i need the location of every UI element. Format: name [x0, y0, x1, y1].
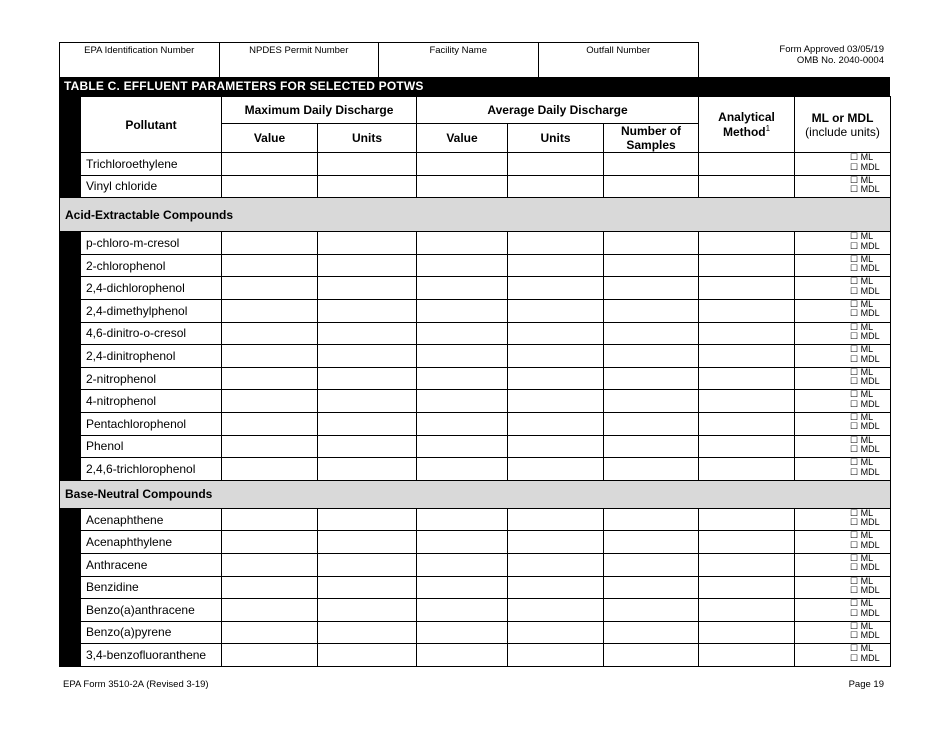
- analytical-method-header: [699, 97, 795, 153]
- pollutant-name: Benzo(a)pyrene: [81, 621, 222, 644]
- avg-units-cell[interactable]: [508, 299, 604, 322]
- ml-mdl-cell: [795, 621, 891, 644]
- max-units-cell[interactable]: [318, 576, 417, 599]
- mdl-checkbox[interactable]: ☐ MDL: [850, 585, 880, 595]
- ml-checkbox[interactable]: ☐ ML: [850, 298, 874, 309]
- identification-header: [59, 42, 699, 77]
- mdl-checkbox[interactable]: ☐ MDL: [850, 184, 880, 195]
- num-samples-cell[interactable]: [604, 390, 699, 413]
- max-daily-header: Maximum Daily Discharge: [222, 97, 417, 124]
- avg-units-cell[interactable]: [508, 367, 604, 390]
- avg-units-cell[interactable]: [508, 458, 604, 481]
- avg-value-cell[interactable]: [417, 345, 508, 368]
- row-marker: [60, 153, 81, 176]
- avg-value-cell[interactable]: [417, 458, 508, 481]
- ml-mdl-cell: [795, 412, 891, 435]
- ml-checkbox[interactable]: ☐ ML: [850, 344, 874, 355]
- form-number: EPA Form 3510-2A (Revised 3-19): [63, 679, 209, 690]
- max-value-cell[interactable]: [222, 254, 318, 277]
- table-row: [60, 367, 891, 390]
- max-value-cell[interactable]: [222, 299, 318, 322]
- analytical-method-cell[interactable]: [699, 435, 795, 458]
- ml-mdl-cell: [795, 508, 891, 531]
- analytical-method-cell[interactable]: [699, 644, 795, 667]
- avg-units-cell[interactable]: [508, 153, 604, 176]
- max-value-cell[interactable]: [222, 390, 318, 413]
- table-row: [60, 345, 891, 368]
- avg-value-cell[interactable]: [417, 599, 508, 622]
- analytical-method-cell[interactable]: [699, 576, 795, 599]
- num-samples-header: Number of Samples: [604, 124, 699, 153]
- max-units-cell[interactable]: [318, 621, 417, 644]
- max-units-cell[interactable]: [318, 345, 417, 368]
- ml-checkbox[interactable]: ☐ ML: [850, 530, 874, 541]
- max-value-cell[interactable]: [222, 553, 318, 576]
- mdl-checkbox[interactable]: ☐ MDL: [850, 263, 880, 274]
- table-row: [60, 322, 891, 345]
- avg-value-cell[interactable]: [417, 531, 508, 554]
- mdl-checkbox[interactable]: ☐ MDL: [850, 376, 880, 387]
- ml-mdl-cell: [795, 644, 891, 667]
- row-marker: [60, 254, 81, 277]
- max-units-cell[interactable]: [318, 508, 417, 531]
- ml-mdl-cell: [795, 322, 891, 345]
- ml-checkbox[interactable]: ☐ ML: [850, 321, 874, 332]
- page-number: Page 19: [848, 679, 884, 690]
- avg-value-cell[interactable]: [417, 153, 508, 176]
- max-value-cell[interactable]: [222, 322, 318, 345]
- row-marker: [60, 277, 81, 300]
- ml-mdl-cell: [795, 277, 891, 300]
- avg-value-cell[interactable]: [417, 553, 508, 576]
- pollutant-name: 4,6-dinitro-o-cresol: [81, 322, 222, 345]
- avg-daily-header: Average Daily Discharge: [417, 97, 699, 124]
- avg-value-cell[interactable]: [417, 621, 508, 644]
- max-value-cell[interactable]: [222, 576, 318, 599]
- table-row: [60, 531, 891, 554]
- avg-value-cell[interactable]: [417, 435, 508, 458]
- mdl-checkbox[interactable]: ☐ MDL: [850, 398, 880, 409]
- row-marker: [60, 299, 81, 322]
- max-value-cell[interactable]: [222, 644, 318, 667]
- ml-checkbox[interactable]: ☐ ML: [850, 253, 874, 264]
- ml-mdl-cell: [795, 175, 891, 198]
- max-value-cell[interactable]: [222, 277, 318, 300]
- max-units-cell[interactable]: [318, 232, 417, 255]
- avg-units-cell[interactable]: [508, 599, 604, 622]
- ml-mdl-cell: [795, 299, 891, 322]
- ml-mdl-label: ML or MDL: [811, 110, 874, 125]
- analytical-method-cell[interactable]: [699, 412, 795, 435]
- row-marker: [60, 508, 81, 531]
- pollutant-name: 3,4-benzofluoranthene: [81, 644, 222, 667]
- facility-name-field[interactable]: Facility Name: [379, 43, 539, 77]
- avg-value-cell[interactable]: [417, 390, 508, 413]
- max-units-cell[interactable]: [318, 435, 417, 458]
- table-row: [60, 153, 891, 176]
- table-title: TABLE C. EFFLUENT PARAMETERS FOR SELECTED POTWS: [59, 77, 890, 96]
- avg-value-cell[interactable]: [417, 322, 508, 345]
- avg-units-cell[interactable]: [508, 412, 604, 435]
- max-units-cell[interactable]: [318, 153, 417, 176]
- pollutant-name: 2,4-dichlorophenol: [81, 277, 222, 300]
- avg-value-cell[interactable]: [417, 299, 508, 322]
- row-marker: [60, 175, 81, 198]
- analytical-method-cell[interactable]: [699, 345, 795, 368]
- ml-checkbox[interactable]: ☐ ML: [850, 174, 874, 185]
- footnote-marker: 1: [765, 124, 771, 133]
- num-samples-cell[interactable]: [604, 254, 699, 277]
- avg-units-cell[interactable]: [508, 553, 604, 576]
- analytical-method-cell[interactable]: [699, 531, 795, 554]
- ml-mdl-cell: [795, 531, 891, 554]
- row-marker: [60, 553, 81, 576]
- mdl-checkbox[interactable]: ☐ MDL: [850, 331, 880, 342]
- avg-value-cell[interactable]: [417, 175, 508, 198]
- num-samples-cell[interactable]: [604, 531, 699, 554]
- ml-checkbox[interactable]: ☐ ML: [850, 152, 874, 162]
- ml-checkbox[interactable]: ☐ ML: [850, 276, 874, 287]
- max-units-cell[interactable]: [318, 553, 417, 576]
- mdl-checkbox[interactable]: ☐ MDL: [850, 652, 880, 663]
- table-row: [60, 412, 891, 435]
- avg-value-cell[interactable]: [417, 412, 508, 435]
- max-value-cell[interactable]: [222, 367, 318, 390]
- avg-units-cell[interactable]: [508, 345, 604, 368]
- ml-checkbox[interactable]: ☐ ML: [850, 507, 874, 518]
- ml-checkbox[interactable]: ☐ ML: [850, 457, 874, 468]
- avg-units-cell[interactable]: [508, 531, 604, 554]
- pollutant-name: Vinyl chloride: [81, 175, 222, 198]
- row-marker: [60, 97, 81, 153]
- max-value-cell[interactable]: [222, 599, 318, 622]
- row-marker: [60, 531, 81, 554]
- avg-units-cell[interactable]: [508, 576, 604, 599]
- avg-value-header: Value: [417, 124, 508, 153]
- avg-units-cell[interactable]: [508, 175, 604, 198]
- mdl-checkbox[interactable]: ☐ MDL: [850, 607, 880, 618]
- table-row: [60, 299, 891, 322]
- max-units-cell[interactable]: [318, 531, 417, 554]
- row-marker: [60, 412, 81, 435]
- max-value-cell[interactable]: [222, 508, 318, 531]
- avg-value-cell[interactable]: [417, 644, 508, 667]
- num-samples-cell[interactable]: [604, 322, 699, 345]
- ml-checkbox[interactable]: ☐ ML: [850, 552, 874, 563]
- mdl-checkbox[interactable]: ☐ MDL: [850, 539, 880, 550]
- avg-units-cell[interactable]: [508, 508, 604, 531]
- effluent-table: [59, 96, 891, 667]
- pollutant-name: Pentachlorophenol: [81, 412, 222, 435]
- analytical-method-cell[interactable]: [699, 458, 795, 481]
- avg-value-cell[interactable]: [417, 232, 508, 255]
- pollutant-name: Acenaphthene: [81, 508, 222, 531]
- ml-mdl-cell: [795, 153, 891, 176]
- mdl-checkbox[interactable]: ☐ MDL: [850, 630, 880, 641]
- max-units-cell[interactable]: [318, 390, 417, 413]
- pollutant-name: 2-nitrophenol: [81, 367, 222, 390]
- num-samples-cell[interactable]: [604, 412, 699, 435]
- row-marker: [60, 345, 81, 368]
- table-row: [60, 621, 891, 644]
- num-samples-cell[interactable]: [604, 367, 699, 390]
- pollutant-name: Acenaphthylene: [81, 531, 222, 554]
- max-value-cell[interactable]: [222, 458, 318, 481]
- method-label: Method: [722, 125, 766, 139]
- ml-checkbox[interactable]: ☐ ML: [850, 620, 874, 631]
- ml-checkbox[interactable]: ☐ ML: [850, 575, 874, 586]
- pollutant-name: 2,4-dimethylphenol: [81, 299, 222, 322]
- num-samples-cell[interactable]: [604, 345, 699, 368]
- section-header: [60, 198, 891, 232]
- analytical-method-cell[interactable]: [699, 390, 795, 413]
- mdl-checkbox[interactable]: ☐ MDL: [850, 466, 880, 477]
- max-units-cell[interactable]: [318, 458, 417, 481]
- avg-units-cell[interactable]: [508, 435, 604, 458]
- mdl-checkbox[interactable]: ☐ MDL: [850, 353, 880, 364]
- table-body: [60, 153, 891, 667]
- ml-mdl-cell: [795, 576, 891, 599]
- epa-id-field[interactable]: EPA Identification Number: [60, 43, 220, 77]
- max-value-cell[interactable]: [222, 412, 318, 435]
- avg-units-cell[interactable]: [508, 322, 604, 345]
- table-row: [60, 232, 891, 255]
- num-samples-cell[interactable]: [604, 599, 699, 622]
- table-row: [60, 553, 891, 576]
- analytical-method-cell[interactable]: [699, 153, 795, 176]
- include-units-label: (include units): [805, 124, 880, 139]
- table-row: [60, 458, 891, 481]
- section-header: [60, 480, 891, 508]
- pollutant-name: Phenol: [81, 435, 222, 458]
- max-units-cell[interactable]: [318, 322, 417, 345]
- analytical-method-cell[interactable]: [699, 599, 795, 622]
- max-units-cell[interactable]: [318, 412, 417, 435]
- ml-checkbox[interactable]: ☐ ML: [850, 643, 874, 654]
- avg-units-cell[interactable]: [508, 232, 604, 255]
- avg-units-cell[interactable]: [508, 621, 604, 644]
- num-samples-cell[interactable]: [604, 299, 699, 322]
- avg-value-cell[interactable]: [417, 367, 508, 390]
- section-title: Base-Neutral Compounds: [60, 480, 891, 508]
- outfall-number-field[interactable]: Outfall Number: [586, 45, 651, 56]
- avg-units-header: Units: [508, 124, 604, 153]
- analytical-method-cell[interactable]: [699, 508, 795, 531]
- ml-mdl-cell: [795, 232, 891, 255]
- table-row: [60, 599, 891, 622]
- mdl-checkbox[interactable]: ☐ MDL: [850, 161, 880, 172]
- max-value-cell[interactable]: [222, 435, 318, 458]
- pollutant-name: 2-chlorophenol: [81, 254, 222, 277]
- pollutant-name: Trichloroethylene: [81, 153, 222, 176]
- num-samples-cell[interactable]: [604, 153, 699, 176]
- ml-checkbox[interactable]: ☐ ML: [850, 434, 874, 445]
- analytical-method-cell[interactable]: [699, 553, 795, 576]
- npdes-permit-field[interactable]: NPDES Permit Number: [220, 43, 380, 77]
- pollutant-name: Benzo(a)anthracene: [81, 599, 222, 622]
- avg-value-cell[interactable]: [417, 508, 508, 531]
- ml-mdl-cell: [795, 435, 891, 458]
- num-samples-cell[interactable]: [604, 508, 699, 531]
- max-units-cell[interactable]: [318, 644, 417, 667]
- max-value-cell[interactable]: [222, 621, 318, 644]
- max-value-cell[interactable]: [222, 232, 318, 255]
- num-samples-cell[interactable]: [604, 458, 699, 481]
- max-units-cell[interactable]: [318, 299, 417, 322]
- max-value-cell[interactable]: [222, 153, 318, 176]
- avg-value-cell[interactable]: [417, 576, 508, 599]
- row-marker: [60, 232, 81, 255]
- pollutant-name: Anthracene: [81, 553, 222, 576]
- avg-units-cell[interactable]: [508, 390, 604, 413]
- ml-checkbox[interactable]: ☐ ML: [850, 598, 874, 609]
- max-value-cell[interactable]: [222, 175, 318, 198]
- num-samples-cell[interactable]: [604, 621, 699, 644]
- mdl-checkbox[interactable]: ☐ MDL: [850, 517, 880, 528]
- analytical-method-cell[interactable]: [699, 621, 795, 644]
- avg-value-cell[interactable]: [417, 254, 508, 277]
- analytical-method-cell[interactable]: [699, 367, 795, 390]
- mdl-checkbox[interactable]: ☐ MDL: [850, 421, 880, 432]
- row-marker: [60, 367, 81, 390]
- table-row: [60, 277, 891, 300]
- ml-checkbox[interactable]: ☐ ML: [850, 366, 874, 377]
- max-units-cell[interactable]: [318, 277, 417, 300]
- row-marker: [60, 322, 81, 345]
- ml-mdl-cell: [795, 367, 891, 390]
- pollutant-header: Pollutant: [81, 97, 222, 153]
- analytical-method-cell[interactable]: [699, 232, 795, 255]
- num-samples-cell[interactable]: [604, 553, 699, 576]
- section-title: Acid-Extractable Compounds: [60, 198, 891, 232]
- analytical-method-cell[interactable]: [699, 277, 795, 300]
- max-units-cell[interactable]: [318, 175, 417, 198]
- mdl-checkbox[interactable]: ☐ MDL: [850, 444, 880, 455]
- mdl-checkbox[interactable]: ☐ MDL: [850, 240, 880, 251]
- ml-mdl-cell: [795, 254, 891, 277]
- max-units-header: Units: [318, 124, 417, 153]
- max-value-cell[interactable]: [222, 531, 318, 554]
- row-marker: [60, 644, 81, 667]
- row-marker: [60, 390, 81, 413]
- ml-mdl-cell: [795, 345, 891, 368]
- avg-units-cell[interactable]: [508, 644, 604, 667]
- form-approved-date: Form Approved 03/05/19: [779, 44, 884, 55]
- ml-checkbox[interactable]: ☐ ML: [850, 231, 874, 242]
- max-units-cell[interactable]: [318, 599, 417, 622]
- analytical-method-cell[interactable]: [699, 254, 795, 277]
- mdl-checkbox[interactable]: ☐ MDL: [850, 285, 880, 296]
- form-approval-info: [779, 44, 884, 66]
- ml-checkbox[interactable]: ☐ ML: [850, 411, 874, 422]
- num-samples-cell[interactable]: [604, 277, 699, 300]
- table-row: [60, 254, 891, 277]
- row-marker: [60, 599, 81, 622]
- table-row: [60, 576, 891, 599]
- num-samples-cell[interactable]: [604, 644, 699, 667]
- avg-units-cell[interactable]: [508, 277, 604, 300]
- row-marker: [60, 576, 81, 599]
- omb-number: OMB No. 2040-0004: [796, 55, 884, 66]
- num-samples-cell[interactable]: [604, 435, 699, 458]
- ml-mdl-cell: [795, 390, 891, 413]
- pollutant-name: Benzidine: [81, 576, 222, 599]
- avg-units-cell[interactable]: [508, 254, 604, 277]
- analytical-method-cell[interactable]: [699, 299, 795, 322]
- table-row: [60, 390, 891, 413]
- ml-checkbox[interactable]: ☐ ML: [850, 389, 874, 400]
- row-marker: [60, 621, 81, 644]
- table-row: [60, 508, 891, 531]
- mdl-checkbox[interactable]: ☐ MDL: [850, 308, 880, 319]
- max-value-cell[interactable]: [222, 345, 318, 368]
- row-marker: [60, 435, 81, 458]
- ml-mdl-cell: [795, 553, 891, 576]
- pollutant-name: 2,4,6-trichlorophenol: [81, 458, 222, 481]
- pollutant-name: p-chloro-m-cresol: [81, 232, 222, 255]
- num-samples-cell[interactable]: [604, 175, 699, 198]
- analytical-method-cell[interactable]: [699, 322, 795, 345]
- mdl-checkbox[interactable]: ☐ MDL: [850, 562, 880, 573]
- ml-mdl-cell: [795, 599, 891, 622]
- max-units-cell[interactable]: [318, 254, 417, 277]
- analytical-label: Analytical: [718, 110, 775, 124]
- ml-mdl-cell: [795, 458, 891, 481]
- num-samples-cell[interactable]: [604, 232, 699, 255]
- pollutant-name: 2,4-dinitrophenol: [81, 345, 222, 368]
- table-row: [60, 175, 891, 198]
- avg-value-cell[interactable]: [417, 277, 508, 300]
- row-marker: [60, 458, 81, 481]
- num-samples-cell[interactable]: [604, 576, 699, 599]
- table-row: [60, 644, 891, 667]
- table-row: [60, 435, 891, 458]
- ml-mdl-header: [795, 97, 891, 153]
- max-value-header: Value: [222, 124, 318, 153]
- max-units-cell[interactable]: [318, 367, 417, 390]
- pollutant-name: 4-nitrophenol: [81, 390, 222, 413]
- analytical-method-cell[interactable]: [699, 175, 795, 198]
